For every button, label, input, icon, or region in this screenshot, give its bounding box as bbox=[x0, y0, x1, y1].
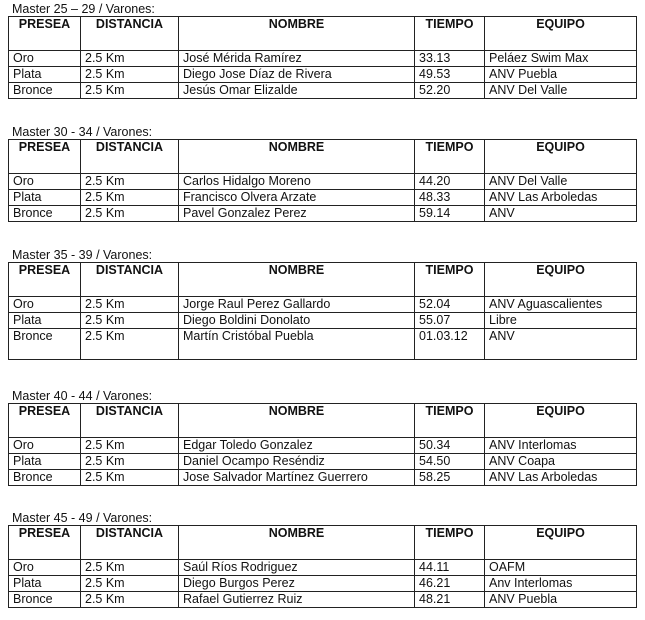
cell-distancia: 2.5 Km bbox=[81, 438, 179, 454]
header-presea: PRESEA bbox=[9, 17, 81, 51]
header-equipo: EQUIPO bbox=[485, 17, 637, 51]
header-tiempo: TIEMPO bbox=[415, 404, 485, 438]
cell-distancia: 2.5 Km bbox=[81, 592, 179, 608]
cell-presea: Plata bbox=[9, 454, 81, 470]
cell-nombre: Jorge Raul Perez Gallardo bbox=[179, 297, 415, 313]
cell-nombre: Diego Boldini Donolato bbox=[179, 313, 415, 329]
table-row bbox=[9, 83, 637, 99]
cell-equipo: ANV Las Arboledas bbox=[485, 470, 637, 486]
cell-equipo: ANV bbox=[485, 329, 637, 360]
section-master-40-44 bbox=[8, 389, 636, 486]
cell-distancia: 2.5 Km bbox=[81, 454, 179, 470]
cell-tiempo: 01.03.12 bbox=[415, 329, 485, 360]
header-nombre: NOMBRE bbox=[179, 140, 415, 174]
table-row bbox=[9, 51, 637, 67]
cell-presea: Bronce bbox=[9, 592, 81, 608]
table-row bbox=[9, 438, 637, 454]
table-row bbox=[9, 560, 637, 576]
header-distancia: DISTANCIA bbox=[81, 17, 179, 51]
cell-equipo: Peláez Swim Max bbox=[485, 51, 637, 67]
cell-equipo: ANV Aguascalientes bbox=[485, 297, 637, 313]
table-row bbox=[9, 454, 637, 470]
table-row bbox=[9, 297, 637, 313]
header-nombre: NOMBRE bbox=[179, 17, 415, 51]
results-table bbox=[8, 525, 637, 608]
cell-equipo: ANV Del Valle bbox=[485, 174, 637, 190]
section-caption: Master 35 - 39 / Varones: bbox=[12, 248, 153, 262]
table-row bbox=[9, 470, 637, 486]
results-table bbox=[8, 139, 637, 222]
cell-tiempo: 48.21 bbox=[415, 592, 485, 608]
cell-nombre: Rafael Gutierrez Ruiz bbox=[179, 592, 415, 608]
header-presea: PRESEA bbox=[9, 526, 81, 560]
cell-equipo: OAFM bbox=[485, 560, 637, 576]
table-row bbox=[9, 67, 637, 83]
cell-equipo: Anv Interlomas bbox=[485, 576, 637, 592]
section-master-25-29 bbox=[8, 2, 636, 99]
header-nombre: NOMBRE bbox=[179, 404, 415, 438]
header-nombre: NOMBRE bbox=[179, 263, 415, 297]
cell-presea: Plata bbox=[9, 313, 81, 329]
cell-presea: Plata bbox=[9, 67, 81, 83]
header-equipo: EQUIPO bbox=[485, 140, 637, 174]
cell-tiempo: 44.11 bbox=[415, 560, 485, 576]
cell-nombre: Edgar Toledo Gonzalez bbox=[179, 438, 415, 454]
cell-presea: Plata bbox=[9, 576, 81, 592]
cell-distancia: 2.5 Km bbox=[81, 560, 179, 576]
cell-equipo: ANV Coapa bbox=[485, 454, 637, 470]
header-nombre: NOMBRE bbox=[179, 526, 415, 560]
cell-distancia: 2.5 Km bbox=[81, 329, 179, 360]
section-caption: Master 25 – 29 / Varones: bbox=[12, 2, 155, 16]
cell-presea: Plata bbox=[9, 190, 81, 206]
header-equipo: EQUIPO bbox=[485, 404, 637, 438]
cell-equipo: ANV Puebla bbox=[485, 592, 637, 608]
results-table bbox=[8, 262, 637, 360]
cell-tiempo: 54.50 bbox=[415, 454, 485, 470]
table-row bbox=[9, 313, 637, 329]
header-tiempo: TIEMPO bbox=[415, 140, 485, 174]
section-caption: Master 40 - 44 / Varones: bbox=[12, 389, 153, 403]
cell-presea: Bronce bbox=[9, 83, 81, 99]
cell-presea: Oro bbox=[9, 438, 81, 454]
cell-presea: Oro bbox=[9, 560, 81, 576]
section-master-30-34 bbox=[8, 125, 636, 222]
cell-nombre: Saúl Ríos Rodriguez bbox=[179, 560, 415, 576]
section-caption: Master 30 - 34 / Varones: bbox=[12, 125, 153, 139]
cell-equipo: ANV Las Arboledas bbox=[485, 190, 637, 206]
cell-equipo: ANV bbox=[485, 206, 637, 222]
header-equipo: EQUIPO bbox=[485, 526, 637, 560]
cell-distancia: 2.5 Km bbox=[81, 83, 179, 99]
cell-distancia: 2.5 Km bbox=[81, 190, 179, 206]
cell-distancia: 2.5 Km bbox=[81, 470, 179, 486]
header-tiempo: TIEMPO bbox=[415, 526, 485, 560]
cell-equipo: ANV Interlomas bbox=[485, 438, 637, 454]
cell-distancia: 2.5 Km bbox=[81, 174, 179, 190]
cell-presea: Bronce bbox=[9, 470, 81, 486]
section-master-45-49 bbox=[8, 511, 636, 608]
cell-tiempo: 52.04 bbox=[415, 297, 485, 313]
cell-nombre: Pavel Gonzalez Perez bbox=[179, 206, 415, 222]
header-distancia: DISTANCIA bbox=[81, 404, 179, 438]
cell-presea: Bronce bbox=[9, 206, 81, 222]
cell-nombre: Jose Salvador Martínez Guerrero bbox=[179, 470, 415, 486]
section-caption: Master 45 - 49 / Varones: bbox=[12, 511, 153, 525]
cell-equipo: ANV Del Valle bbox=[485, 83, 637, 99]
cell-presea: Oro bbox=[9, 174, 81, 190]
table-row bbox=[9, 592, 637, 608]
cell-tiempo: 55.07 bbox=[415, 313, 485, 329]
header-equipo: EQUIPO bbox=[485, 263, 637, 297]
cell-tiempo: 48.33 bbox=[415, 190, 485, 206]
cell-nombre: José Mérida Ramírez bbox=[179, 51, 415, 67]
cell-nombre: Carlos Hidalgo Moreno bbox=[179, 174, 415, 190]
cell-nombre: Jesús Omar Elizalde bbox=[179, 83, 415, 99]
cell-nombre: Martín Cristóbal Puebla bbox=[179, 329, 415, 360]
cell-tiempo: 58.25 bbox=[415, 470, 485, 486]
table-row bbox=[9, 190, 637, 206]
cell-tiempo: 50.34 bbox=[415, 438, 485, 454]
cell-equipo: Libre bbox=[485, 313, 637, 329]
table-row bbox=[9, 576, 637, 592]
cell-tiempo: 49.53 bbox=[415, 67, 485, 83]
header-presea: PRESEA bbox=[9, 140, 81, 174]
cell-distancia: 2.5 Km bbox=[81, 67, 179, 83]
cell-tiempo: 59.14 bbox=[415, 206, 485, 222]
header-distancia: DISTANCIA bbox=[81, 526, 179, 560]
header-tiempo: TIEMPO bbox=[415, 17, 485, 51]
cell-distancia: 2.5 Km bbox=[81, 313, 179, 329]
cell-distancia: 2.5 Km bbox=[81, 206, 179, 222]
table-row bbox=[9, 174, 637, 190]
cell-nombre: Diego Jose Díaz de Rivera bbox=[179, 67, 415, 83]
header-tiempo: TIEMPO bbox=[415, 263, 485, 297]
cell-tiempo: 33.13 bbox=[415, 51, 485, 67]
cell-distancia: 2.5 Km bbox=[81, 51, 179, 67]
cell-presea: Oro bbox=[9, 297, 81, 313]
cell-nombre: Diego Burgos Perez bbox=[179, 576, 415, 592]
header-presea: PRESEA bbox=[9, 263, 81, 297]
cell-distancia: 2.5 Km bbox=[81, 297, 179, 313]
cell-tiempo: 46.21 bbox=[415, 576, 485, 592]
cell-tiempo: 44.20 bbox=[415, 174, 485, 190]
header-distancia: DISTANCIA bbox=[81, 140, 179, 174]
results-table bbox=[8, 16, 637, 99]
cell-presea: Bronce bbox=[9, 329, 81, 360]
table-row bbox=[9, 329, 637, 360]
cell-equipo: ANV Puebla bbox=[485, 67, 637, 83]
section-master-35-39 bbox=[8, 248, 636, 360]
cell-presea: Oro bbox=[9, 51, 81, 67]
header-distancia: DISTANCIA bbox=[81, 263, 179, 297]
results-table bbox=[8, 403, 637, 486]
cell-distancia: 2.5 Km bbox=[81, 576, 179, 592]
cell-nombre: Francisco Olvera Arzate bbox=[179, 190, 415, 206]
cell-tiempo: 52.20 bbox=[415, 83, 485, 99]
header-presea: PRESEA bbox=[9, 404, 81, 438]
table-row bbox=[9, 206, 637, 222]
cell-nombre: Daniel Ocampo Reséndiz bbox=[179, 454, 415, 470]
